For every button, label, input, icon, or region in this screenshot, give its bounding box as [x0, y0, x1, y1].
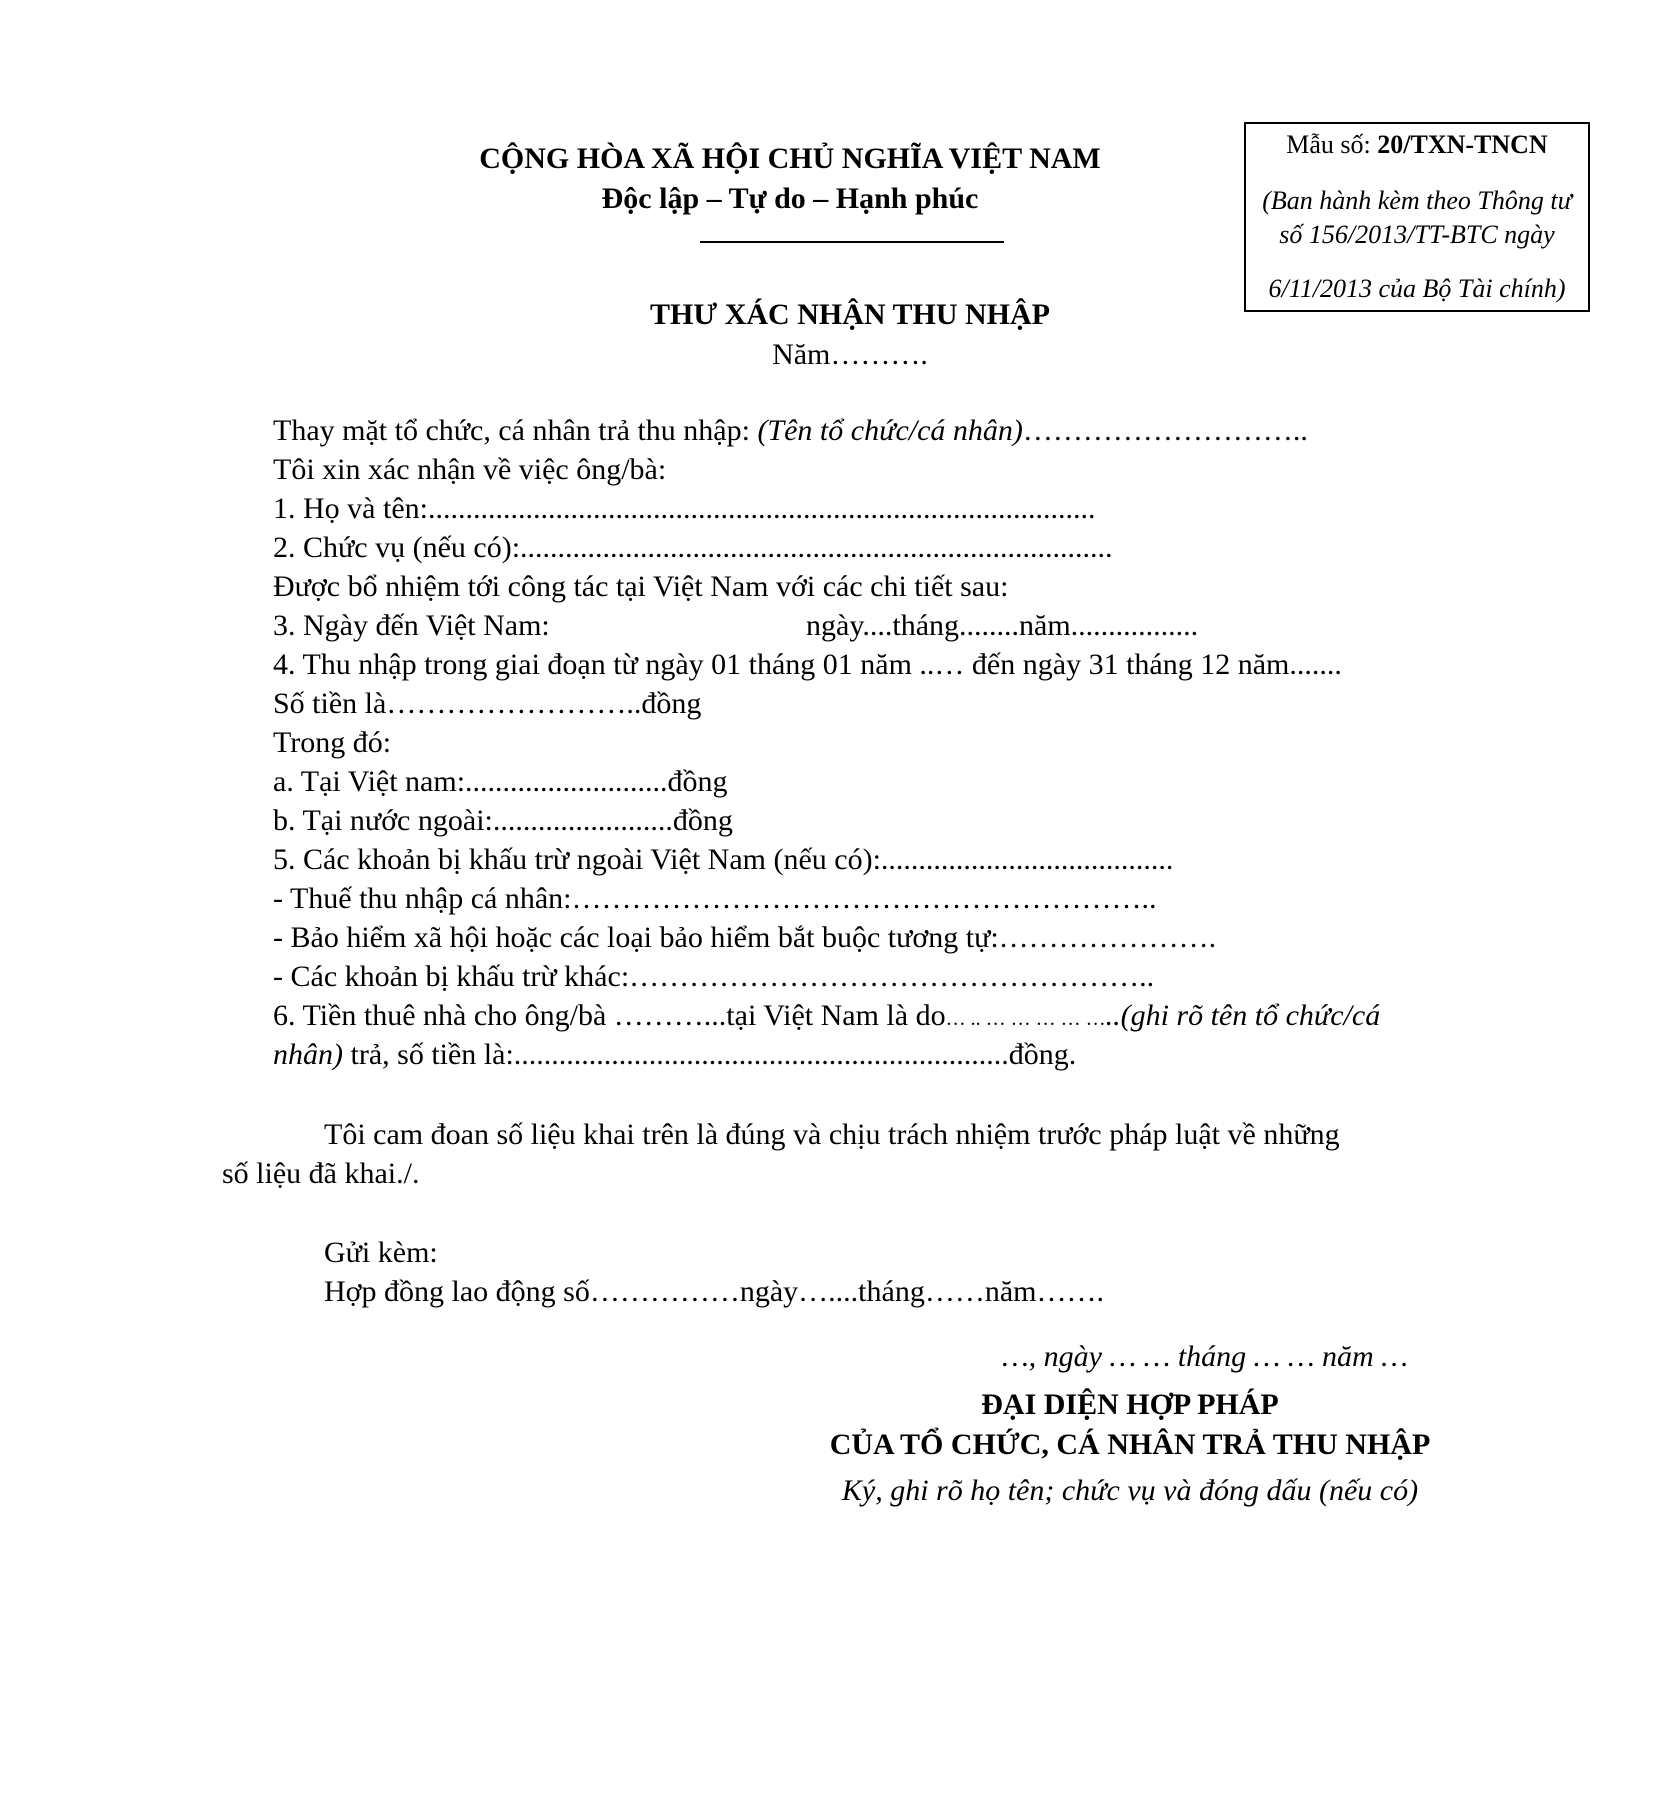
field-income-vietnam: a. Tại Việt nam:...........................đồng [273, 765, 728, 798]
form-number [1246, 130, 1588, 160]
form-number-label: Mẫu số: [1286, 130, 1378, 159]
country-name: CỘNG HÒA XÃ HỘI CHỦ NGHĨA VIỆT NAM [479, 142, 1101, 175]
field-arrival-date-label: 3. Ngày đến Việt Nam: [273, 609, 550, 642]
field-social-insurance: - Bảo hiểm xã hội hoặc các loại bảo hiểm bắt buộc tương tự:…………………. [273, 921, 1217, 954]
attachment-label: Gửi kèm: [324, 1236, 438, 1269]
form-note-line-3: 6/11/2013 của Bộ Tài chính) [1268, 274, 1566, 303]
form-number-box [1244, 122, 1590, 312]
document-title: THƯ XÁC NHẬN THU NHẬP [649, 298, 1050, 331]
signature-title-2: CỦA TỔ CHỨC, CÁ NHÂN TRẢ THU NHẬP [829, 1428, 1431, 1461]
national-motto: Độc lập – Tự do – Hạnh phúc [601, 182, 979, 215]
signature-note: Ký, ghi rõ họ tên; chức vụ và đóng dấu (nếu có) [841, 1474, 1419, 1507]
document-year: Năm………. [772, 338, 928, 371]
signature-date-line: …, ngày … … tháng … … năm … [1002, 1340, 1408, 1373]
confirm-intro: Tôi xin xác nhận về việc ông/bà: [273, 453, 667, 486]
field-deductions-abroad: 5. Các khoản bị khấu trừ ngoài Việt Nam (nếu có):....................................... [273, 843, 1174, 876]
field-housing-rent-amount [273, 1038, 1076, 1072]
field-income-period: 4. Thu nhập trong giai đoạn từ ngày 01 tháng 01 năm ..… đến ngày 31 tháng 12 năm....... [273, 648, 1342, 681]
payer-line-dots: ……………………….. [1022, 414, 1308, 447]
field-position: 2. Chức vụ (nếu có):............................................................................... [273, 531, 1113, 564]
signature-title-1: ĐẠI DIỆN HỢP PHÁP [981, 1388, 1279, 1421]
field-personal-income-tax: - Thuế thu nhập cá nhân:………………………………………………….. [273, 882, 1157, 915]
housing-rent-dots: … .. … … … … … [945, 1008, 1106, 1030]
housing-rent-note: ..(ghi rõ tên tổ chức/cá [1105, 999, 1381, 1032]
declaration-line-1: Tôi cam đoan số liệu khai trên là đúng và chịu trách nhiệm trước pháp luật về những [324, 1118, 1340, 1151]
field-housing-rent [273, 999, 1380, 1033]
field-arrival-date-value: ngày....tháng........năm................. [806, 609, 1199, 642]
form-note-line-2: số 156/2013/TT-BTC ngày [1279, 220, 1555, 249]
payer-line-text: Thay mặt tổ chức, cá nhân trả thu nhập: [273, 414, 758, 447]
payer-line [273, 414, 1308, 448]
field-full-name: 1. Họ và tên:......................................................................................... [273, 492, 1096, 525]
housing-rent-note-end: nhân) [273, 1038, 343, 1071]
payer-line-placeholder: (Tên tổ chức/cá nhân) [757, 414, 1023, 447]
form-note-line-1: (Ban hành kèm theo Thông tư [1262, 186, 1572, 215]
appointment-intro: Được bổ nhiệm tới công tác tại Việt Nam với các chi tiết sau: [273, 570, 1009, 603]
breakdown-intro: Trong đó: [273, 726, 392, 759]
declaration-line-2: số liệu đã khai./. [222, 1157, 420, 1190]
motto-underline [700, 241, 1004, 243]
housing-rent-text: 6. Tiền thuê nhà cho ông/bà ………...tại Việt Nam là do [273, 999, 946, 1032]
field-income-amount: Số tiền là……………………..đồng [273, 687, 702, 720]
form-number-value: 20/TXN-TNCN [1377, 130, 1548, 159]
field-other-deductions: - Các khoản bị khấu trừ khác:…………………………………………….. [273, 960, 1155, 993]
attachment-contract: Hợp đồng lao động số……………ngày…....tháng……năm……. [324, 1275, 1104, 1308]
housing-rent-amount-text: trả, số tiền là:..................................................................đồng. [343, 1038, 1077, 1071]
field-income-abroad: b. Tại nước ngoài:........................đồng [273, 804, 733, 837]
